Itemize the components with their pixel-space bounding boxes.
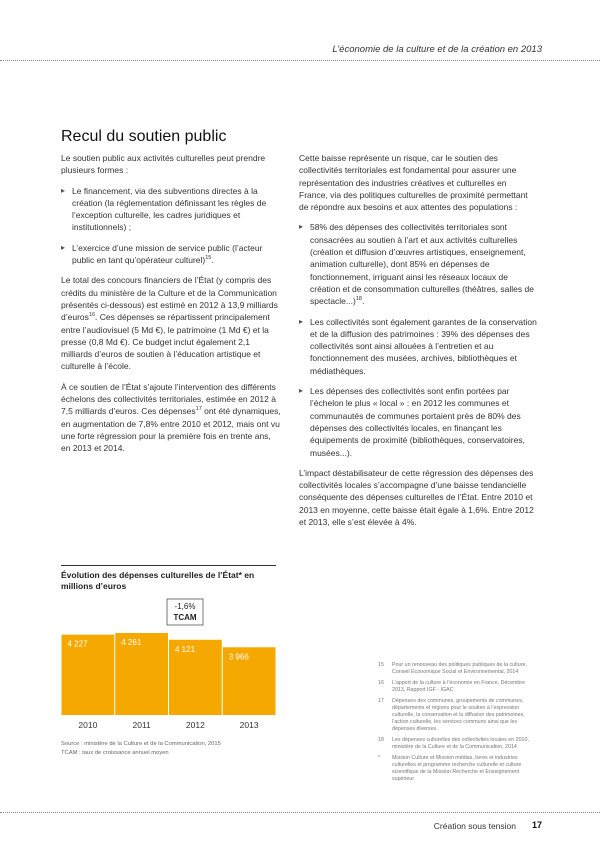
x-tick-label: 2010 (78, 720, 98, 730)
bullet-text: 58% des dépenses des collectivités territoriales sont consacrées au soutien à l’art et aux activités culturelles (création et diffusion d’œuvres artistiques, enseignement, animation culturelle), dont 85% en dépenses de fonctionnement, irriguant ainsi les réseaux locaux de création et de consommation culturelles (théâtres, salles de spectacle...) (310, 222, 534, 307)
footnote-ref: 18 (355, 296, 362, 303)
bar-value-label: 3 966 (228, 652, 249, 662)
header-divider (0, 60, 600, 61)
footnote (378, 737, 530, 751)
tcam-value: -1,6% (174, 602, 196, 611)
running-header: L’économie de la culture et de la création en 2013 (332, 44, 542, 55)
chart-block (61, 565, 276, 756)
paragraph-text: ont été dynamiques, en augmentation de 7,8% entre 2010 et 2012, mais ont vu une forte régression pour la première fois en trente ans, en 2013 et 2014. (61, 406, 281, 454)
left-intro: Le soutien public aux activités culturelles peut prendre plusieurs formes : (61, 153, 266, 176)
right-conclusion: L’impact déstabilisateur de cette régression des dépenses des collectivités locales s’accompagne d’une baisse tendancielle conséquente des dépenses culturelles de l’État. Entre 2010 et 2013 en moyenne, cette baisse était égale à 1,6%. Entre 2012 et 2013, elle s’est élevée à 4%. (299, 467, 534, 528)
footnote-ref: 17 (195, 406, 202, 413)
bullet-end: . (361, 296, 365, 307)
bullet-text: L’exercice d’une mission de service public (l’acteur public en tant qu’opérateur culturel) (72, 242, 263, 266)
right-bullet-list (299, 221, 537, 458)
bar-chart (61, 597, 276, 737)
right-intro: Cette baisse représente un risque, car le soutien des collectivités territoriales est fondamental pour assurer une représentation des industries créatives et culturelles en France, via des politiques culturelles de proximité permettant de répondre aux besoins et aux attentes des populations : (299, 153, 528, 213)
x-tick-label: 2011 (132, 720, 151, 730)
footnote (378, 662, 530, 676)
x-tick-label: 2013 (239, 720, 259, 730)
footnote (378, 698, 530, 733)
footnote-number: * (378, 755, 381, 761)
tcam-label: TCAM (173, 613, 197, 622)
footnote-text: Pour un renouveau des politiques publiques de la culture, Conseil Économique Social et Environnemental, 2014 (392, 662, 527, 675)
footnotes (378, 662, 530, 787)
bullet-end: . (211, 255, 214, 266)
left-bullet-item: ▸ Le financement, via des subventions directes à la création (la réglementation définissant les règles de l’exception culturelle, les cadres juridiques et institutionnels) ; (61, 185, 281, 234)
chart-title-divider (61, 565, 276, 566)
right-bullet-item: ▸ Les collectivités sont également garantes de la conservation et de la diffusion des patrimoines : 39% des dépenses des collectivités sont ainsi allouées à l’entretien et au fonctionnement des musées, archives, bibliothèques et médiathèques. (299, 316, 537, 377)
footnote-number: 17 (378, 698, 384, 704)
footnote-text: Dépenses des communes, groupements de communes, départements et régions pour le soutien à l’expression culturelle, la conservation et la diffusion des patrimoines, l’action culturelle, les services communs ainsi que les dépenses diverses. (392, 698, 525, 732)
right-bullet-item: ▸ Les dépenses des collectivités sont enfin portées par l’échelon le plus « local » : en 2012 les communes et communautés de communes portaient près de 80% des dépenses des collectivités locales, en finançant les équipements de proximité (bibliothèques, conservatoires, musées...). (299, 385, 537, 459)
right-column (299, 152, 537, 536)
footnote-ref: 15 (205, 255, 212, 262)
paragraph-text: . Ces dépenses se répartissent principalement entre l’audiovisuel (5 Md €), le patrimoine (1 Md €) et la presse (0,8 Md €). Ce budget inclut également 2,1 milliards d’euros de soutien à l’éducation artistique et culturelle à l’école. (61, 312, 270, 372)
chart-source-notes (61, 740, 321, 758)
page-number: 17 (531, 820, 542, 830)
paragraph-text: À ce soutien de l’État s’ajoute l’intervention des différents échelons des collectivités territoriales, estimée en 2012 à 7,5 milliards d’euros. Ces dépenses (61, 381, 276, 417)
left-bullet-list (61, 185, 281, 267)
x-tick-label: 2012 (185, 720, 205, 730)
bar-value-label: 4 121 (175, 644, 196, 654)
footnote (378, 755, 530, 783)
footnote-number: 16 (378, 680, 384, 686)
footnote (378, 680, 530, 694)
left-paragraph-1 (61, 274, 281, 372)
footnote-text: Les dépenses culturelles des collectivités locales en 2010, ministère de la Culture et de la Communication, 2014 (392, 737, 529, 750)
paragraph-text: Le total des concours financiers de l’État (y compris des crédits du ministère de la Culture et de la Communication présentés ci-dessous) est estimé en 2012 à 13,9 milliards d’euros (61, 275, 278, 323)
footer-divider (0, 812, 600, 813)
chart-source: Source : ministère de la Culture et de la Communication, 2015 (61, 741, 221, 747)
footnote-number: 15 (378, 662, 384, 668)
bar-value-label: 4 261 (121, 638, 142, 647)
chart-note: TCAM : taux de croissance annuel moyen (61, 750, 169, 756)
right-bullet-item (299, 221, 537, 307)
footnote-text: Mission Culture et Mission médias, livres et industries culturelles et programme recherche culturelle et culture scientifique de la Mission Recherche et Enseignement supérieur (392, 755, 522, 782)
section-title: Recul du soutien public (61, 128, 227, 145)
footnote-text: L’apport de la culture à l’économie en France, Décembre 2013, Rapport IGF - IGAC (392, 680, 526, 693)
footer-text: Création sous tension (433, 821, 516, 831)
left-column (61, 152, 281, 463)
left-bullet-item (61, 242, 281, 267)
chart-title: Évolution des dépenses culturelles de l’État* en millions d’euros (61, 570, 255, 591)
bar-value-label: 4 227 (67, 639, 88, 649)
footnote-number: 18 (378, 737, 384, 743)
left-paragraph-2 (61, 381, 281, 455)
footnote-ref: 16 (88, 312, 96, 319)
